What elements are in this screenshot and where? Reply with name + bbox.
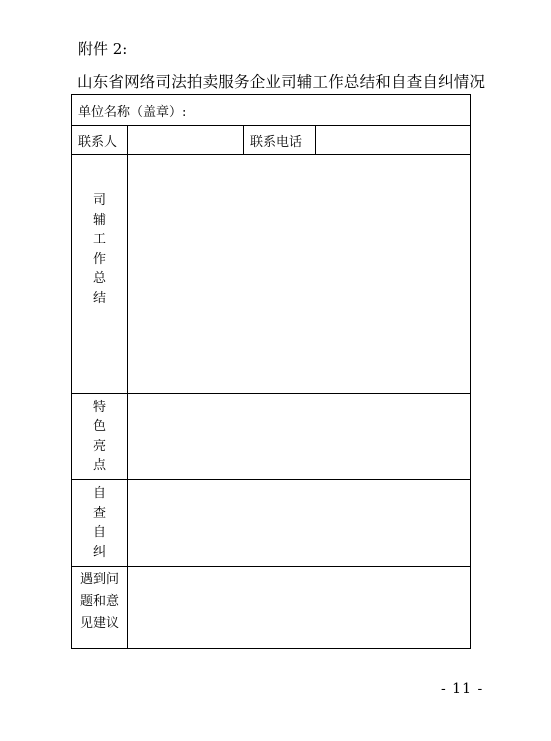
document-title: 山东省网络司法拍卖服务企业司辅工作总结和自查自纠情况 [77,73,486,91]
work-summary-label [72,155,128,394]
contact-phone-field[interactable] [316,126,471,155]
label-line: 题和意 [79,594,119,609]
label-char: 总 [92,271,106,286]
contact-phone-label-cell [244,126,316,155]
work-summary-field[interactable] [128,155,471,394]
label-char: 点 [92,458,106,473]
unit-name-label: 单位名称（盖章）: [78,104,187,120]
label-line: 遇到问 [79,572,119,587]
label-char: 辅 [92,212,106,228]
label-char: 自 [92,525,106,540]
label-char: 查 [92,505,106,521]
summary-form-table [71,94,471,649]
label-char: 自 [92,486,106,501]
label-char: 结 [92,290,106,306]
self-inspection-field[interactable] [128,480,471,567]
label-char: 色 [92,419,106,434]
highlights-label [72,394,128,480]
label-char: 司 [92,193,106,208]
annex-label: 附件 2: [78,40,128,58]
contact-person-label-cell [72,126,128,155]
problems-suggestions-label [72,567,128,649]
label-char: 纠 [92,544,106,560]
contact-person-field[interactable] [128,126,244,155]
page-number: - 11 - [441,681,484,697]
problems-suggestions-field[interactable] [128,567,471,649]
contact-person-label: 联系人 [78,134,118,150]
contact-phone-label: 联系电话 [250,134,303,150]
self-inspection-label [72,480,128,567]
label-char: 作 [92,251,106,267]
label-char: 特 [92,399,106,415]
highlights-field[interactable] [128,394,471,480]
label-line: 见建议 [79,616,119,631]
unit-name-field[interactable] [72,95,471,126]
label-char: 亮 [92,438,106,454]
label-char: 工 [92,232,106,247]
